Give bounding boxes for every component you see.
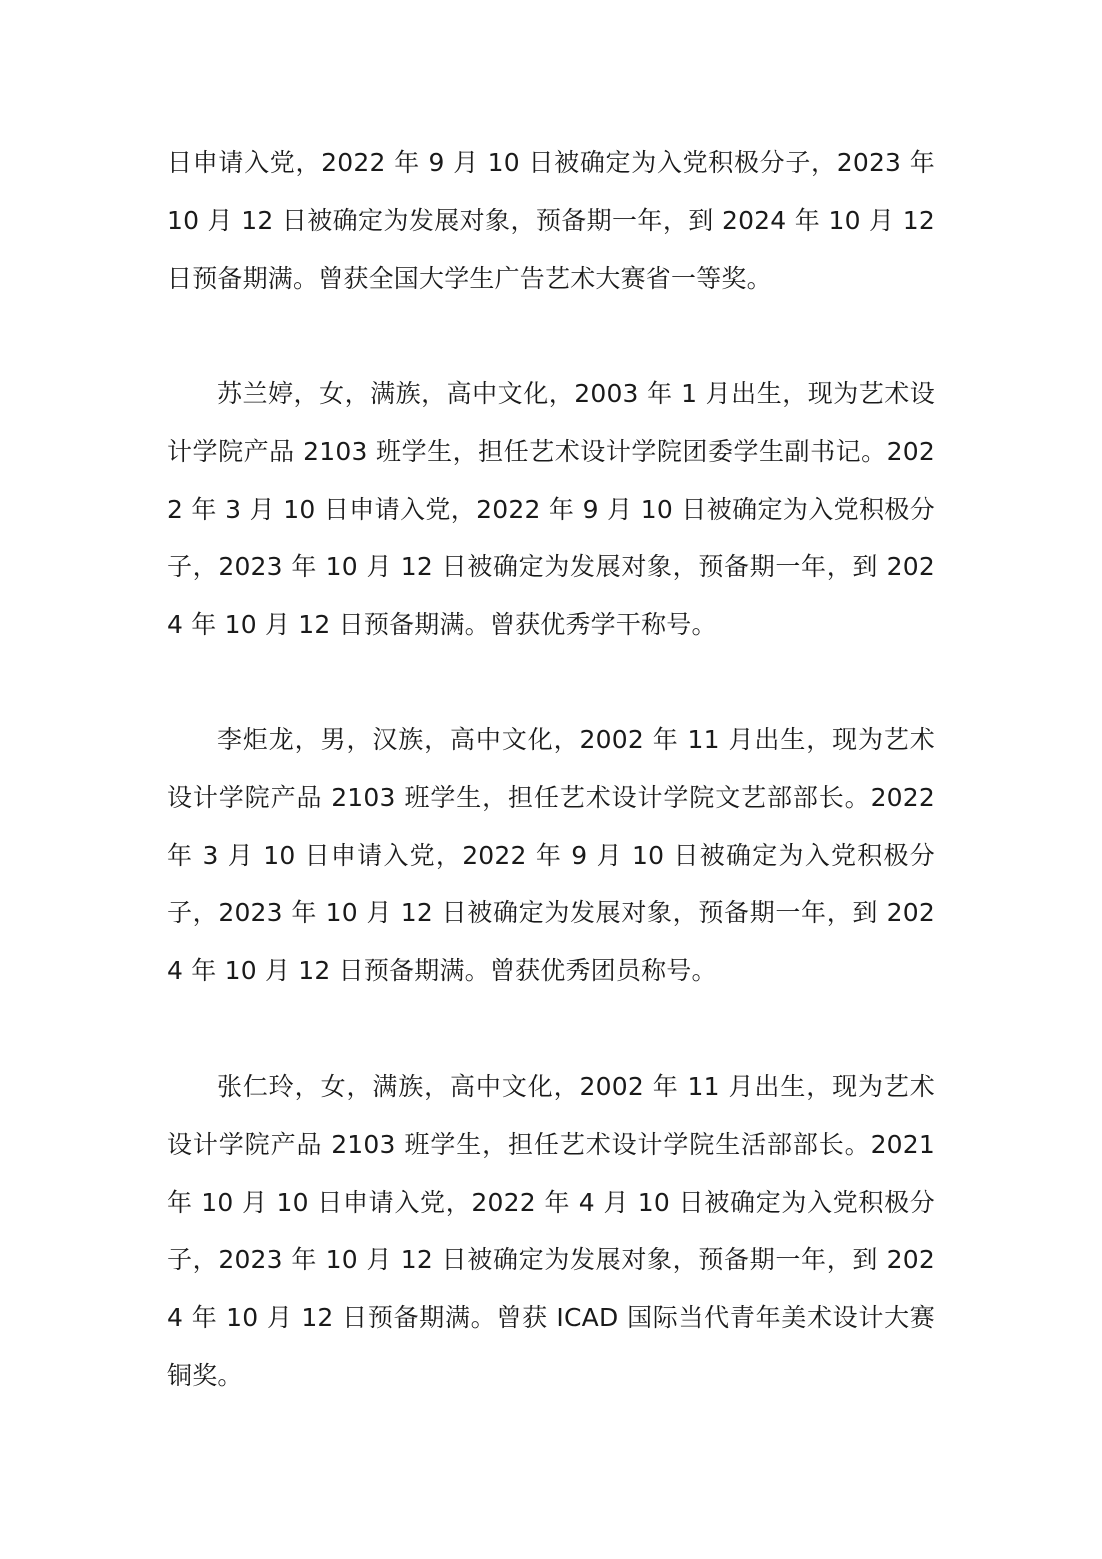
paragraph-su-lanting: 苏兰婷，女，满族，高中文化，2003 年 1 月出生，现为艺术设计学院产品 2103 班学生，担任艺术设计学院团委学生副书记。2022 年 3 月 10 日申请入党，2022 年 9 月 10 日被确定为入党积极分子，2023 年 10 月 12 日被确定为发展对象，预备期一年，到 2024 年 10 月 12 日预备期满。曾获优秀学干称号。 <box>167 379 935 640</box>
paragraph-li-julong: 李炬龙，男，汉族，高中文化，2002 年 11 月出生，现为艺术设计学院产品 2103 班学生，担任艺术设计学院文艺部部长。2022 年 3 月 10 日申请入党，2022 年 9 月 10 日被确定为入党积极分子，2023 年 10 月 12 日被确定为发展对象，预备期一年，到 2024 年 10 月 12 日预备期满。曾获优秀团员称号。 <box>167 725 935 986</box>
paragraph-zhang-renling: 张仁玲，女，满族，高中文化，2002 年 11 月出生，现为艺术设计学院产品 2103 班学生，担任艺术设计学院生活部部长。2021 年 10 月 10 日申请入党，2022 年 4 月 10 日被确定为入党积极分子，2023 年 10 月 12 日被确定为发展对象，预备期一年，到 2024 年 10 月 12 日预备期满。曾获 ICAD 国际当代青年美术设计大赛铜奖。 <box>167 1072 935 1390</box>
paragraph-continuation: 日申请入党，2022 年 9 月 10 日被确定为入党积极分子，2023 年 10 月 12 日被确定为发展对象，预备期一年，到 2024 年 10 月 12 日预备期满。曾获全国大学生广告艺术大赛省一等奖。 <box>167 148 935 293</box>
